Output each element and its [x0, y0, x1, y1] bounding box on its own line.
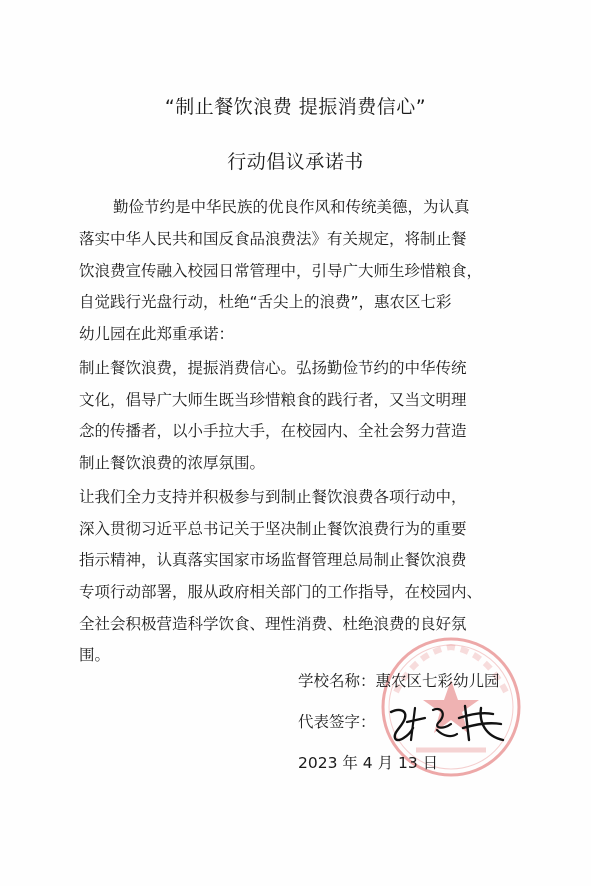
paragraph-2-line: 制止餐饮浪费，提振消费信心。弘扬勤俭节约的中华传统	[79, 359, 467, 377]
document-subtitle: 行动倡议承诺书	[227, 151, 364, 173]
school-name-value: 惠农区七彩幼儿园	[375, 672, 500, 690]
paragraph-3-line: 指示精神，认真落实国家市场监督管理总局制止餐饮浪费	[79, 551, 467, 569]
paragraph-1-line: 自觉践行光盘行动，杜绝“舌尖上的浪费”，惠农区七彩	[79, 293, 452, 311]
paragraph-1-line: 幼儿园在此郑重承诺：	[79, 325, 235, 343]
paragraph-2-line: 念的传播者，以小手拉大手，在校园内、全社会努力营造	[79, 422, 467, 440]
paragraph-3-line: 让我们全力支持并积极参与到制止餐饮浪费各项行动中，	[79, 488, 467, 506]
representative-signature-label: 代表签字：	[298, 713, 376, 731]
paragraph-1-line: 落实中华人民共和国反食品浪费法》有关规定，将制止餐	[79, 230, 467, 248]
paragraph-2-line: 制止餐饮浪费的浓厚氛围。	[79, 454, 266, 472]
handwritten-signature	[385, 700, 515, 746]
paragraph-1-line: 勤俭节约是中华民族的优良作风和传统美德，为认真	[113, 198, 470, 216]
paragraph-2-line: 文化，倡导广大师生既当珍惜粮食的践行者，又当文明理	[79, 391, 467, 409]
signing-date: 2023 年 4 月 13 日	[298, 754, 439, 772]
paragraph-1-line: 饮浪费宣传融入校园日常管理中，引导广大师生珍惜粮食，	[79, 262, 483, 280]
paragraph-3-line: 深入贯彻习近平总书记关于坚决制止餐饮浪费行为的重要	[79, 520, 467, 538]
school-name-row	[298, 671, 500, 691]
document-title: “制止餐饮浪费 提振消费信心”	[164, 96, 427, 118]
paragraph-3-line: 全社会积极营造科学饮食、理性消费、杜绝浪费的良好氛	[79, 615, 467, 633]
paragraph-3-line: 围。	[79, 646, 111, 664]
paragraph-3-line: 专项行动部署，服从政府相关部门的工作指导，在校园内、	[79, 583, 483, 601]
school-name-label: 学校名称：	[298, 672, 376, 690]
